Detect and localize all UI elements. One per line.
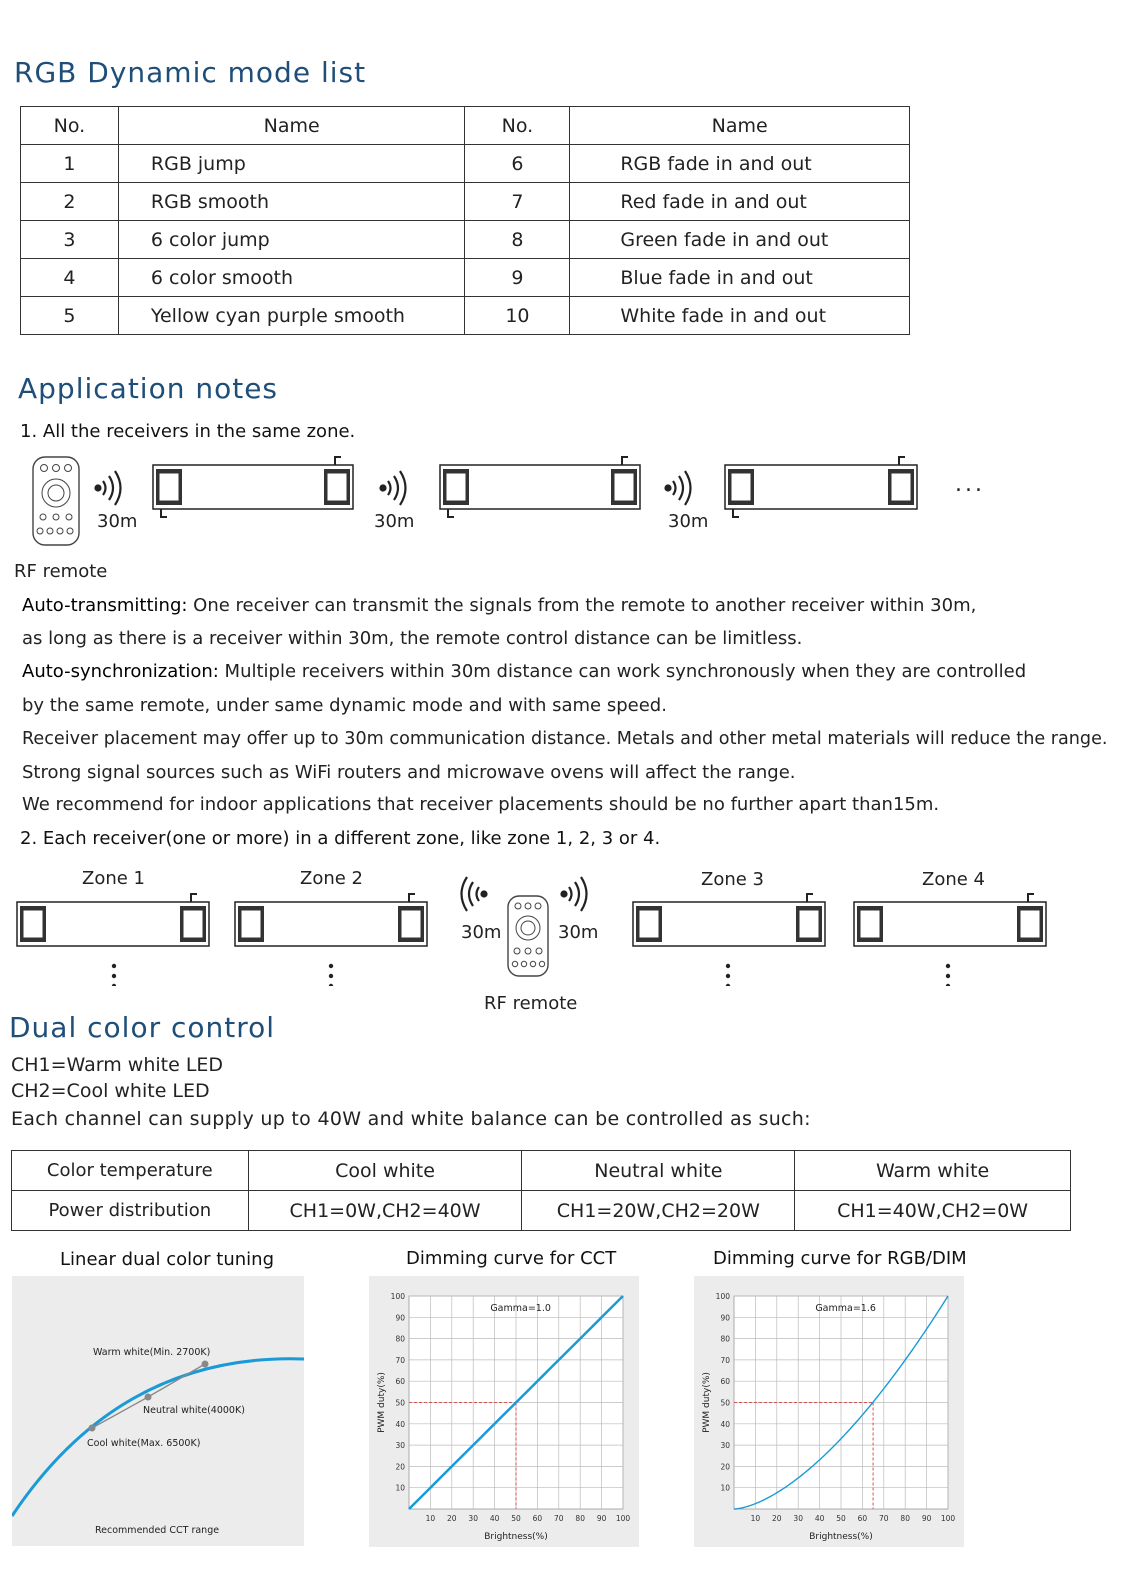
mode-name: 6 color smooth bbox=[118, 259, 465, 297]
y-tick-label: 30 bbox=[720, 1441, 730, 1451]
signal-icon bbox=[462, 877, 487, 911]
table-row bbox=[21, 145, 910, 183]
note-1-heading: 1. All the receivers in the same zone. bbox=[20, 421, 356, 442]
y-tick-label: 60 bbox=[720, 1377, 730, 1387]
mode-name: Blue fade in and out bbox=[570, 259, 910, 297]
signal-icon bbox=[666, 471, 691, 505]
mode-number: 8 bbox=[465, 221, 570, 259]
x-tick-label: 60 bbox=[532, 1514, 543, 1523]
ch2-description: CH2=Cool white LED bbox=[11, 1080, 210, 1102]
mode-name: Yellow cyan purple smooth bbox=[118, 297, 465, 335]
mode-name: White fade in and out bbox=[570, 297, 910, 335]
mode-number: 5 bbox=[21, 297, 119, 335]
dual-color-title: Dual color control bbox=[9, 1011, 276, 1044]
x-tick-label: 100 bbox=[940, 1514, 956, 1523]
table-cell: CH1=0W,CH2=40W bbox=[248, 1191, 522, 1231]
x-axis-label: Brightness(%) bbox=[484, 1532, 548, 1542]
table-row bbox=[12, 1191, 1071, 1231]
table-row bbox=[21, 259, 910, 297]
rf-remote-icon bbox=[33, 457, 79, 545]
placement-line2: Strong signal sources such as WiFi routers and microwave ovens will affect the range. bbox=[22, 762, 796, 783]
distance-label: 30m bbox=[97, 511, 138, 532]
gamma-label: Gamma=1.0 bbox=[490, 1302, 551, 1314]
zone-label: Zone 3 bbox=[701, 869, 764, 890]
y-tick-label: 100 bbox=[715, 1292, 730, 1301]
signal-icon bbox=[96, 471, 121, 505]
y-tick-label: 10 bbox=[720, 1483, 730, 1493]
mode-name: RGB fade in and out bbox=[570, 145, 910, 183]
distance-label: 30m bbox=[668, 511, 709, 532]
auto-transmitting-text: One receiver can transmit the signals from the remote to another receiver within 30m, bbox=[187, 595, 977, 616]
x-tick-label: 70 bbox=[554, 1514, 564, 1523]
receiver-icon bbox=[235, 894, 427, 946]
chart-title: Linear dual color tuning bbox=[60, 1249, 275, 1270]
header-no: No. bbox=[465, 107, 570, 145]
mode-table bbox=[20, 106, 910, 335]
mode-number: 9 bbox=[465, 259, 570, 297]
signal-icon bbox=[562, 877, 587, 911]
gamma-label: Gamma=1.6 bbox=[815, 1302, 876, 1314]
auto-sync-text: Multiple receivers within 30m distance can work synchronously when they are controlled bbox=[218, 661, 1027, 682]
mode-name: 6 color jump bbox=[118, 221, 465, 259]
y-tick-label: 60 bbox=[395, 1377, 405, 1387]
x-tick-label: 60 bbox=[857, 1514, 868, 1523]
mode-name: RGB smooth bbox=[118, 183, 465, 221]
x-tick-label: 20 bbox=[447, 1514, 457, 1523]
chart-title: Dimming curve for RGB/DIM bbox=[713, 1248, 967, 1269]
x-axis-label: Brightness(%) bbox=[809, 1532, 873, 1542]
x-tick-label: 20 bbox=[772, 1514, 782, 1523]
linear-tuning-chart bbox=[12, 1276, 304, 1546]
placement-line1: Receiver placement may offer up to 30m communication distance. Metals and other metal materials will reduce the range. bbox=[22, 729, 1108, 749]
x-tick-label: 30 bbox=[468, 1514, 478, 1523]
rgb-dimming-chart bbox=[694, 1276, 964, 1547]
receiver-icon bbox=[633, 894, 825, 946]
row-header: Color temperature bbox=[12, 1151, 249, 1191]
auto-transmitting-line bbox=[22, 595, 976, 616]
y-tick-label: 100 bbox=[390, 1292, 405, 1301]
rf-remote-label: RF remote bbox=[14, 561, 108, 582]
mode-number: 2 bbox=[21, 183, 119, 221]
auto-sync-line2: by the same remote, under same dynamic mode and with same speed. bbox=[22, 695, 667, 716]
cool-white-point bbox=[89, 1425, 96, 1432]
x-tick-label: 10 bbox=[750, 1514, 761, 1523]
table-cell: Cool white bbox=[248, 1151, 522, 1191]
y-axis-label: PWM duty(%) bbox=[377, 1372, 387, 1433]
auto-transmitting-label: Auto-transmitting: bbox=[22, 595, 188, 616]
y-tick-label: 50 bbox=[720, 1398, 730, 1408]
y-tick-label: 70 bbox=[395, 1355, 405, 1365]
note-2-heading: 2. Each receiver(one or more) in a different zone, like zone 1, 2, 3 or 4. bbox=[20, 828, 661, 849]
chart-title: Dimming curve for CCT bbox=[406, 1248, 617, 1269]
neutral-white-point bbox=[145, 1394, 152, 1401]
x-tick-label: 100 bbox=[615, 1514, 631, 1523]
white-balance-table bbox=[11, 1150, 1071, 1231]
receiver-icon bbox=[17, 894, 209, 946]
table-row bbox=[21, 183, 910, 221]
rgb-mode-title: RGB Dynamic mode list bbox=[14, 56, 367, 89]
x-tick-label: 80 bbox=[900, 1514, 910, 1523]
y-tick-label: 20 bbox=[720, 1462, 730, 1472]
neutral-white-label: Neutral white(4000K) bbox=[143, 1405, 245, 1416]
table-cell: CH1=40W,CH2=0W bbox=[795, 1191, 1071, 1231]
multi-zone-diagram bbox=[14, 876, 1074, 986]
table-cell: CH1=20W,CH2=20W bbox=[522, 1191, 795, 1231]
zone-label: Zone 1 bbox=[82, 868, 145, 889]
y-tick-label: 50 bbox=[395, 1398, 405, 1408]
receiver-icon bbox=[440, 457, 640, 517]
rf-remote-icon bbox=[508, 896, 548, 976]
x-tick-label: 10 bbox=[425, 1514, 436, 1523]
x-tick-label: 80 bbox=[575, 1514, 585, 1523]
y-tick-label: 40 bbox=[395, 1419, 405, 1429]
mode-number: 1 bbox=[21, 145, 119, 183]
auto-sync-label: Auto-synchronization: bbox=[22, 661, 219, 682]
x-tick-label: 70 bbox=[879, 1514, 889, 1523]
same-zone-diagram bbox=[30, 455, 1030, 555]
header-no: No. bbox=[21, 107, 119, 145]
distance-label: 30m bbox=[558, 922, 599, 943]
mode-number: 7 bbox=[465, 183, 570, 221]
distance-label: 30m bbox=[374, 511, 415, 532]
table-cell: Warm white bbox=[795, 1151, 1071, 1191]
x-tick-label: 30 bbox=[793, 1514, 803, 1523]
ellipsis: ... bbox=[955, 472, 985, 497]
table-row bbox=[21, 221, 910, 259]
receiver-icon bbox=[725, 457, 917, 517]
mode-table-header bbox=[21, 107, 910, 145]
mode-name: Green fade in and out bbox=[570, 221, 910, 259]
mode-number: 3 bbox=[21, 221, 119, 259]
x-tick-label: 90 bbox=[921, 1514, 932, 1523]
signal-icon bbox=[381, 471, 406, 505]
zone-label: Zone 2 bbox=[300, 868, 363, 889]
white-balance-description: Each channel can supply up to 40W and white balance can be controlled as such: bbox=[11, 1108, 811, 1130]
y-tick-label: 80 bbox=[720, 1334, 730, 1344]
y-axis-label: PWM duty(%) bbox=[702, 1372, 712, 1433]
placement-line3: We recommend for indoor applications that receiver placements should be no further apart than15m. bbox=[22, 794, 940, 815]
table-row bbox=[12, 1151, 1071, 1191]
x-tick-label: 40 bbox=[489, 1514, 500, 1523]
header-name: Name bbox=[118, 107, 465, 145]
mode-number: 4 bbox=[21, 259, 119, 297]
warm-white-label: Warm white(Min. 2700K) bbox=[93, 1347, 211, 1358]
x-tick-label: 50 bbox=[836, 1514, 846, 1523]
header-name: Name bbox=[570, 107, 910, 145]
zone-label: Zone 4 bbox=[922, 869, 985, 890]
x-tick-label: 50 bbox=[511, 1514, 521, 1523]
application-notes-title: Application notes bbox=[18, 372, 279, 405]
row-header: Power distribution bbox=[12, 1191, 249, 1231]
x-tick-label: 40 bbox=[814, 1514, 825, 1523]
auto-sync-line bbox=[22, 661, 1026, 682]
mode-name: RGB jump bbox=[118, 145, 465, 183]
ch1-description: CH1=Warm white LED bbox=[11, 1054, 224, 1076]
receiver-icon bbox=[854, 894, 1046, 946]
y-tick-label: 40 bbox=[720, 1419, 730, 1429]
distance-label: 30m bbox=[461, 922, 502, 943]
mode-number: 6 bbox=[465, 145, 570, 183]
y-tick-label: 70 bbox=[720, 1355, 730, 1365]
y-tick-label: 30 bbox=[395, 1441, 405, 1451]
y-tick-label: 80 bbox=[395, 1334, 405, 1344]
table-row bbox=[21, 297, 910, 335]
cool-white-label: Cool white(Max. 6500K) bbox=[87, 1438, 201, 1449]
y-tick-label: 90 bbox=[395, 1313, 405, 1323]
y-tick-label: 90 bbox=[720, 1313, 730, 1323]
cct-dimming-chart bbox=[369, 1276, 639, 1547]
mode-name: Red fade in and out bbox=[570, 183, 910, 221]
warm-white-point bbox=[202, 1361, 209, 1368]
y-tick-label: 20 bbox=[395, 1462, 405, 1472]
y-tick-label: 10 bbox=[395, 1483, 405, 1493]
chart-footer: Recommended CCT range bbox=[95, 1525, 220, 1536]
receiver-icon bbox=[153, 457, 353, 517]
x-tick-label: 90 bbox=[596, 1514, 607, 1523]
mode-number: 10 bbox=[465, 297, 570, 335]
auto-transmitting-line2: as long as there is a receiver within 30m, the remote control distance can be limitless. bbox=[22, 628, 803, 649]
table-cell: Neutral white bbox=[522, 1151, 795, 1191]
rf-remote-label: RF remote bbox=[484, 993, 578, 1014]
